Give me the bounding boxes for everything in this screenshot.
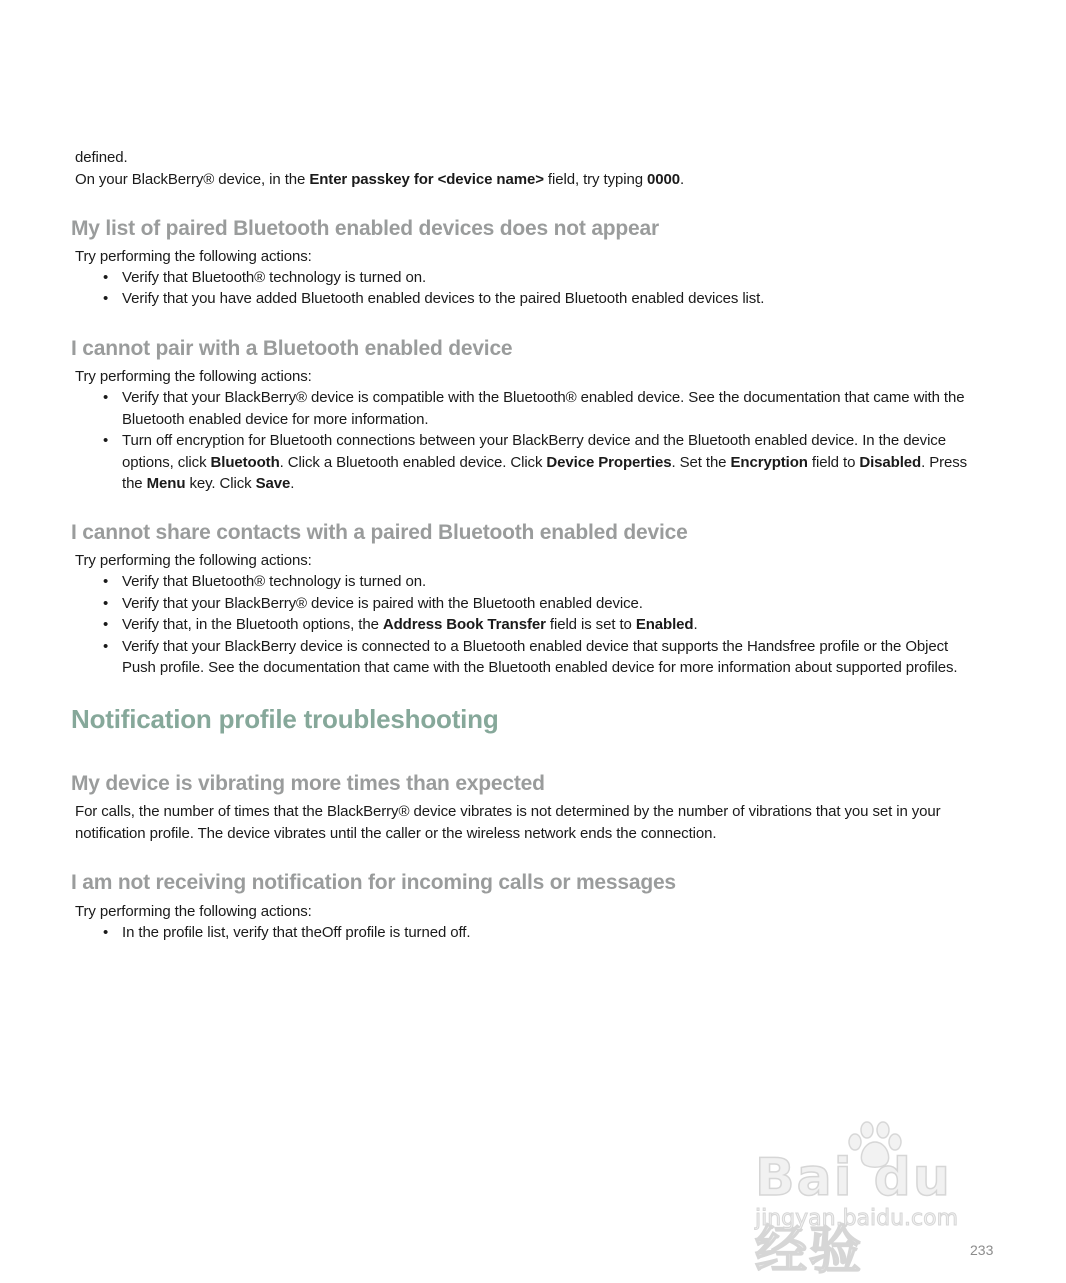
watermark-url: jingyan.baidu.com <box>755 1206 959 1231</box>
list-item-continued: Bluetooth enabled device for more information. <box>122 411 429 428</box>
intro-line-1: defined. <box>75 149 128 166</box>
section1-lead: Try performing the following actions: <box>75 248 312 265</box>
bullet-icon: • <box>103 924 109 941</box>
list-item: Verify that your BlackBerry device is connected to a Bluetooth enabled device that supports the Handsfree profile or the Object <box>122 638 949 655</box>
bullet-icon: • <box>103 573 109 590</box>
list-item-continued: options, click Bluetooth. Click a Bluetooth enabled device. Click Device Properties. Set the Encryption field to Disabled. Press <box>122 454 968 471</box>
list-item-continued: Push profile. See the documentation that came with the Bluetooth enabled device for more information about supported profiles. <box>122 659 958 676</box>
bullet-icon: • <box>103 616 109 633</box>
list-item: Verify that your BlackBerry® device is compatible with the Bluetooth® enabled device. See the documentation that came with the <box>122 389 965 406</box>
bullet-icon: • <box>103 389 109 406</box>
section5-lead: Try performing the following actions: <box>75 903 312 920</box>
bullet-icon: • <box>103 269 109 286</box>
section3-lead: Try performing the following actions: <box>75 552 312 569</box>
section-heading-not-receiving: I am not receiving notification for incoming calls or messages <box>71 871 676 894</box>
intro-line-2: On your BlackBerry® device, in the Enter passkey for <device name> field, try typing 0000. <box>75 171 685 188</box>
bullet-icon: • <box>103 638 109 655</box>
bullet-icon: • <box>103 432 109 449</box>
bullet-icon: • <box>103 595 109 612</box>
list-item: Verify that you have added Bluetooth enabled devices to the paired Bluetooth enabled devices list. <box>122 290 765 307</box>
list-item: In the profile list, verify that theOff profile is turned off. <box>122 924 471 941</box>
section-heading-paired-list: My list of paired Bluetooth enabled devices does not appear <box>71 217 659 240</box>
list-item: Verify that your BlackBerry® device is paired with the Bluetooth enabled device. <box>122 595 643 612</box>
paragraph-line: notification profile. The device vibrates until the caller or the wireless network ends the connection. <box>75 825 717 842</box>
section-heading-share-contacts: I cannot share contacts with a paired Bluetooth enabled device <box>71 521 688 544</box>
list-item: Verify that, in the Bluetooth options, the Address Book Transfer field is set to Enabled. <box>122 616 698 633</box>
list-item: Verify that Bluetooth® technology is turned on. <box>122 573 427 590</box>
section-heading-cannot-pair: I cannot pair with a Bluetooth enabled device <box>71 337 513 360</box>
section2-lead: Try performing the following actions: <box>75 368 312 385</box>
bullet-icon: • <box>103 290 109 307</box>
watermark-brand: Bai du 经验 <box>755 1148 952 1281</box>
list-item-continued: the Menu key. Click Save. <box>122 475 295 492</box>
paragraph-line: For calls, the number of times that the BlackBerry® device vibrates is not determined by the number of vibrations that you set in your <box>75 803 941 820</box>
list-item: Turn off encryption for Bluetooth connections between your BlackBerry device and the Bluetooth enabled device. In the device <box>122 432 946 449</box>
section-heading-vibrating: My device is vibrating more times than expected <box>71 772 545 795</box>
chapter-heading-notification: Notification profile troubleshooting <box>71 704 499 734</box>
list-item: Verify that Bluetooth® technology is turned on. <box>122 269 427 286</box>
page-number: 233 <box>970 1242 994 1258</box>
